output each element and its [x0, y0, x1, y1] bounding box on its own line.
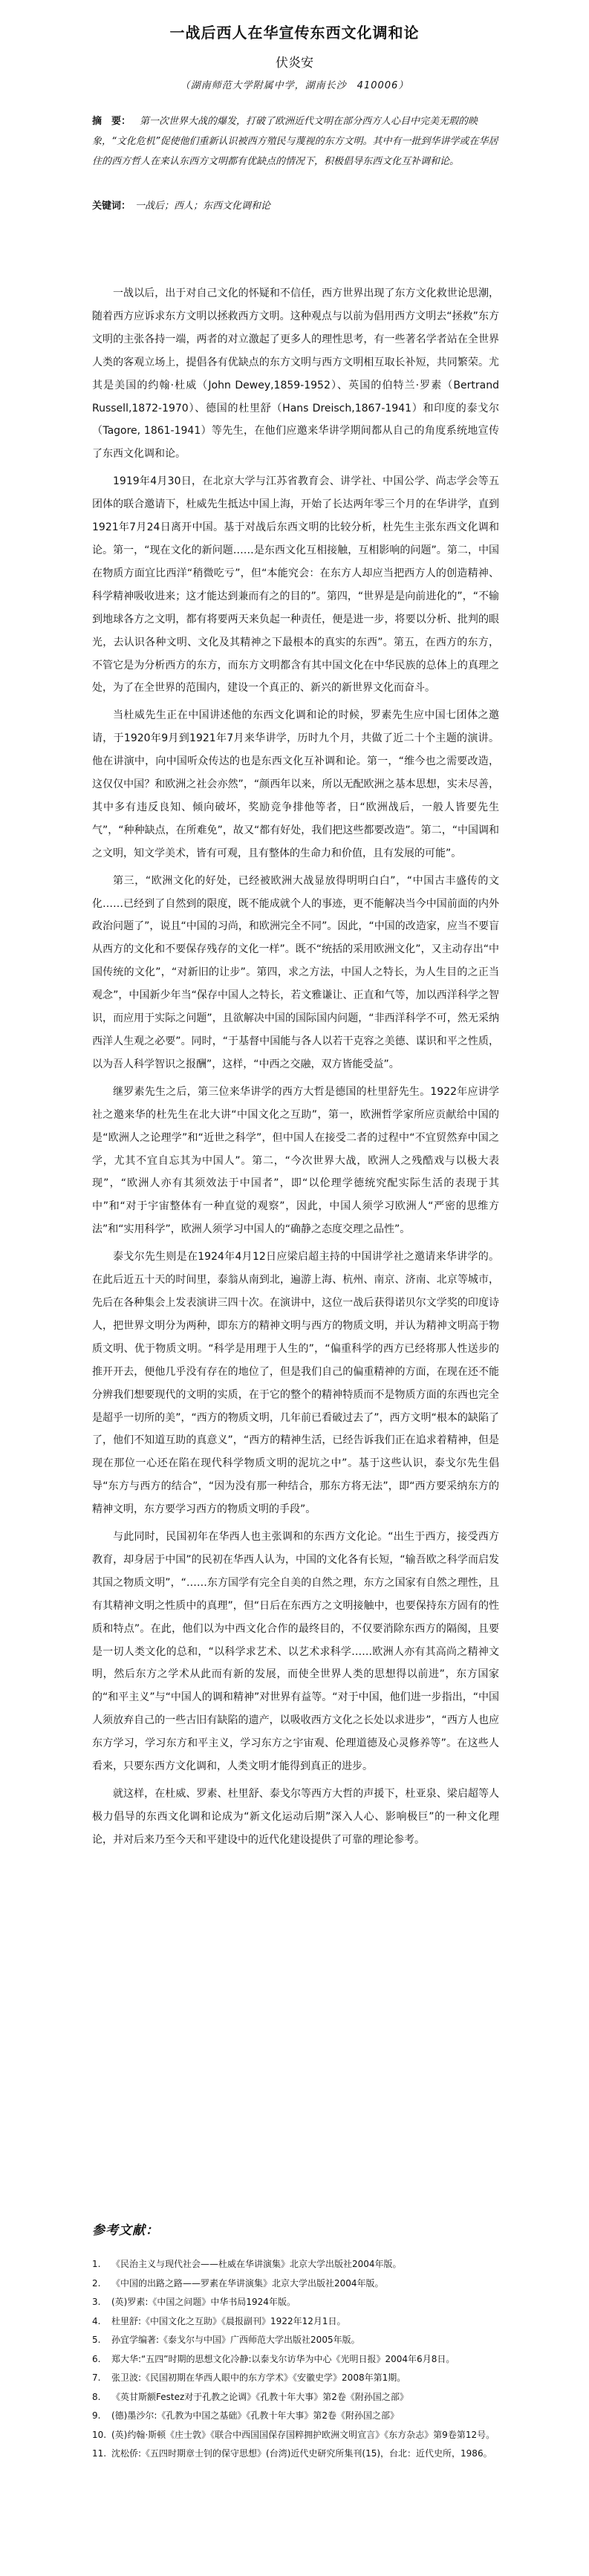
body-paragraph: 第三，“欧洲文化的好处，已经被欧洲大战显放得明明白白”，“中国古丰盛传的文化……已经到了自然到的限度，既不能成就个人的事迹，更不能解决当今中国前面的内外政治问题了”，说且“中国的习尚，和欧洲完全不同”。因此，“中国的改造家，应当不要盲从西方的文化和不要保存残存的文化一样”。既不“统括的采用欧洲文化”，又主动存出“中国传统的文化”，“对新旧的让步”。第四，求之方法，中国人之特长，为人生目的之正当观念”，中国新少年当“保存中国人之特长，若文雅谦让、正直和气等，加以西洋科学之智识，而应用于实际之问题”，且欲解决中国的国际国内问题，“非西洋科学不可，然无采纳西洋人生观之必要”。同时，“于基督中国能与各人以若干克容之美德、谋识和平之性质，以为吾人科学智识之报酬”，这样，“中西之交融，双方皆能受益”。: [92, 874, 499, 1070]
abstract-text: 第一次世界大战的爆发，打破了欧洲近代文明在部分西方人心目中完美无瑕的映象，“文化危机”促使他们重新认识被西方殖民与蔑视的东方文明。其中有一批到华讲学或在华居住的西方哲人在来认东西方文明都有优缺点的情况下，积极倡导东西文化互补调和论。: [92, 116, 498, 167]
abstract-label: 摘 要：: [92, 116, 131, 127]
keywords-text: 一战后；西人；东西文化调和论: [135, 201, 271, 212]
body-paragraph: 泰戈尔先生则是在1924年4月12日应梁启超主持的中国讲学社之邀请来华讲学的。在此后近五十天的时间里，泰翁从南到北，遍游上海、杭州、南京、济南、北京等城市，先后在各种集会上发表演讲三四十次。在演讲中，这位一战后获得诺贝尔文学奖的印度诗人，把世界文明分为两种，即东方的精神文明与西方的物质文明，并认为精神文明高于物质文明、优于物质文明。“科学是用理于人生的”，“偏重科学的西方已经将那人性送步的推开开去，便他几乎没有存在的地位了，但是我们自己的偏重精神的方面，在现在还不能分辨我们想要现代的文明的实质，在于它的整个的精神特质而不是物质方面的东西也完全是超乎一切所的美”，“西方的物质文明，几年前已看破过去了”，西方文明“根本的缺陷了了，他们不知道互助的真意义”，“西方的精神生活，已经告诉我们正在追求着精神，但是现在那位一心还在陷在现代科学物质文明的泥坑之中”。基于这些认识，泰戈尔先生倡导“东方与西方的结合”，“因为没有那一种结合，那东方将无法”，即“西方要采纳东方的精神文明，东方要学习西方的物质文明的手段”。: [92, 1251, 499, 1516]
body-paragraph: 就这样，在杜威、罗素、杜里舒、泰戈尔等西方大哲的声援下，杜亚泉、梁启超等人极力倡导的东西文化调和论成为“新文化运动后期”深入人心、影响极巨”的一种文化理论，并对后来乃至今天和平建设中的近代化建设提供了可靠的理论参考。: [92, 1788, 499, 1846]
keywords-label: 关键词：: [92, 201, 131, 212]
reference-item: 8. 《英甘斯额Festez对于孔教之论调》《孔教十年大事》第2卷《附孙国之部》: [92, 2391, 409, 2402]
body-paragraph: 一战以后，出于对自己文化的怀疑和不信任，西方世界出现了东方文化救世论思潮，随着西方应诉求东方文明以拯救西方文明。这种观点与以前为倡用西方文明去“拯救”东方文明的主张各持一端，两者的对立激起了更多人的理性思考，有一些著名学者站在全世界人类的客观立场上，提倡各有优缺点的东方文明与西方文明相互取长补短，共同繁荣。尤其是美国的约翰·杜威（John Dewey,1859-1952）、英国的伯特兰·罗素（Bertrand Russell,1872-1970）、德国的杜里舒（Hans Dreisch,1867-1941）和印度的泰戈尔（Tagore, 1861-1941）等先生，在他们应邀来华讲学期间都从自己的角度系统地宣传了东西文化调和论。: [92, 287, 499, 461]
body-paragraph: 继罗素先生之后，第三位来华讲学的西方大哲是德国的杜里舒先生。1922年应讲学社之邀来华的杜先生在北大讲“中国文化之互助”，第一，欧洲哲学家所应贡献给中国的是“欧洲人之论理学”和“近世之科学”，但中国人在接受二者的过程中“不宜贸然弃中国之学，尤其不宜自忘其为中国人”。第二，“今次世界大战，欧洲人之残酷戏与以极大表现”，“欧洲人亦有其须效法于中国者”，即“以伦理学德统究配实际生活的表现于其中”和“对于宇宙整体有一种直觉的观察”，因此，中国人须学习欧洲人“严密的思维方法”和“实用科学”，欧洲人须学习中国人的“确静之态度交理之品性”。: [92, 1085, 499, 1236]
body-paragraph: 当杜威先生正在中国讲述他的东西文化调和论的时候，罗素先生应中国七团体之邀请，于1920年9月到1921年7月来华讲学，历时九个月，共做了近二十个主题的演讲。他在讲演中，向中国听众传达的也是东西文化互补调和论。第一，“维今也之需要改造，这仅仅中国？和欧洲之社会亦然”，“颜西年以来，所以无配欧洲之基本思想，实未尽善，其中多有违反良知、倾向破坏，奖励竞争排他等者，日“欧洲战后，一般人皆要先生气”，“种种缺点，在所难免”，故又“都有好处，我们把这些都要改造”。第二，“中国调和之文明，知文学美术，皆有可观，且有整体的生命力和价值，且有发展的可能”。: [92, 709, 499, 859]
body-paragraph: 1919年4月30日，在北京大学与江苏省教育会、讲学社、中国公学、尚志学会等五团体的联合邀请下，杜威先生抵达中国上海，开始了长达两年零三个月的在华讲学，直到1921年7月24日离开中国。基于对战后东西文明的比较分析，杜先生主张东西文化调和论。第一，“现在文化的新问题……是东西文化互相接触，互相影响的问题”。第二，中国在物质方面宜比西洋“稍微吃亏”，但“本能究会：在东方人却应当把西方人的创造精神、科学精神吸收进来；这才能达到兼而有之的目的”。第四，“世界是是向前进化的”，“不输到地球各方之文明，都有将要两天来负起一种责任，便是进一步，将要以分析、批判的眼光，去认识各种文明、文化及其精神之下最根本的真实的东西”。第五，在西方的东方，不管它是为分析西方的东方，而东方文明都含有其中国文化在中华民族的总体上的真理之处，为了在全世界的范围内，建设一个真正的、新兴的新世界文化而奋斗。: [92, 475, 499, 695]
abstract: [92, 111, 499, 172]
references-list: [92, 2255, 499, 2464]
body-paragraph: 与此同时，民国初年在华西人也主张调和的东西方文化论。“出生于西方，接受西方教育，却身居于中国”的民初在华西人认为，中国的文化各有长短，“输吾欧之科学而启发其国之物质文明”，“……东方国学有完全自美的自然之理，东方之国家有自然之理性，且有其精神文明之性质中的真理”，但“日后在东西方之文明接触中，也要保持东方固有的性质和特点”。在此，他们以为中西文化合作的最终目的，不仅要消除东西方的隔阂，且要是一切人类文化的总和，“以科学求艺术、以艺术求科学……欧洲人亦有其高尚之精神文明，然后东方之学术从此而有新的发展，而使全世界人类的思想得以前进”，东方国家的“和平主义”与“中国人的调和精神”对世界有益等。“对于中国，他们进一步指出，“中国人须放弃自己的一些古旧有缺陷的遗产，以吸收西方文化之长处以求进步”，“西方人也应东方学习，学习东方和平主义，学习东方之宇宙观、伦理道德及心灵修养等”。在这些人看来，只要东西方文化调和，人类文明才能得到真正的进步。: [92, 1531, 499, 1773]
reference-item: 6. 郑大华:“五四”时期的思想文化冷静:以泰戈尔访华为中心《光明日报》2004年6月8日。: [92, 2353, 455, 2364]
references-title: 参考文献：: [92, 2223, 159, 2238]
reference-item: 5. 孙宜学编著:《泰戈尔与中国》广西师范大学出版社2005年版。: [92, 2335, 360, 2345]
reference-item: 2. 《中国的出路之路——罗素在华讲演集》北京大学出版社2004年版。: [92, 2277, 384, 2289]
reference-item: 1. 《民治主义与现代社会——杜威在华讲演集》北京大学出版社2004年版。: [92, 2259, 402, 2269]
reference-item: 10. (英)约翰·斯顿《庄士敦》《联合中西国国保存国粹拥护欧洲文明宣言》《东方杂志》第9卷第12号。: [92, 2429, 495, 2440]
reference-item: 7. 张卫波:《民国初期在华西人眼中的东方学术》《安徽史学》2008年第1期。: [92, 2372, 406, 2383]
reference-item: 9. (德)墨沙尔:《孔教为中国之基础》《孔教十年大事》第2卷《附孙国之部》: [92, 2410, 400, 2421]
body-text: [92, 282, 499, 1856]
reference-item: 3. (英)罗素:《中国之问题》中华书局1924年版。: [92, 2297, 296, 2307]
reference-item: 11. 沈松侨:《五四时期章士钊的保守思想》(台湾)近代史研究所集刊(15)，台北：近代史所，1986。: [92, 2448, 492, 2459]
paper-title: 一战后西人在华宣传东西文化调和论: [169, 24, 420, 42]
reference-item: 4. 杜里舒:《中国文化之互助》《晨报副刊》1922年12月1日。: [92, 2315, 346, 2326]
author-affiliation: （湖南师范大学附属中学，湖南长沙 410006）: [180, 80, 409, 91]
keywords: [92, 198, 499, 212]
author-name: 伏炎安: [276, 56, 313, 71]
